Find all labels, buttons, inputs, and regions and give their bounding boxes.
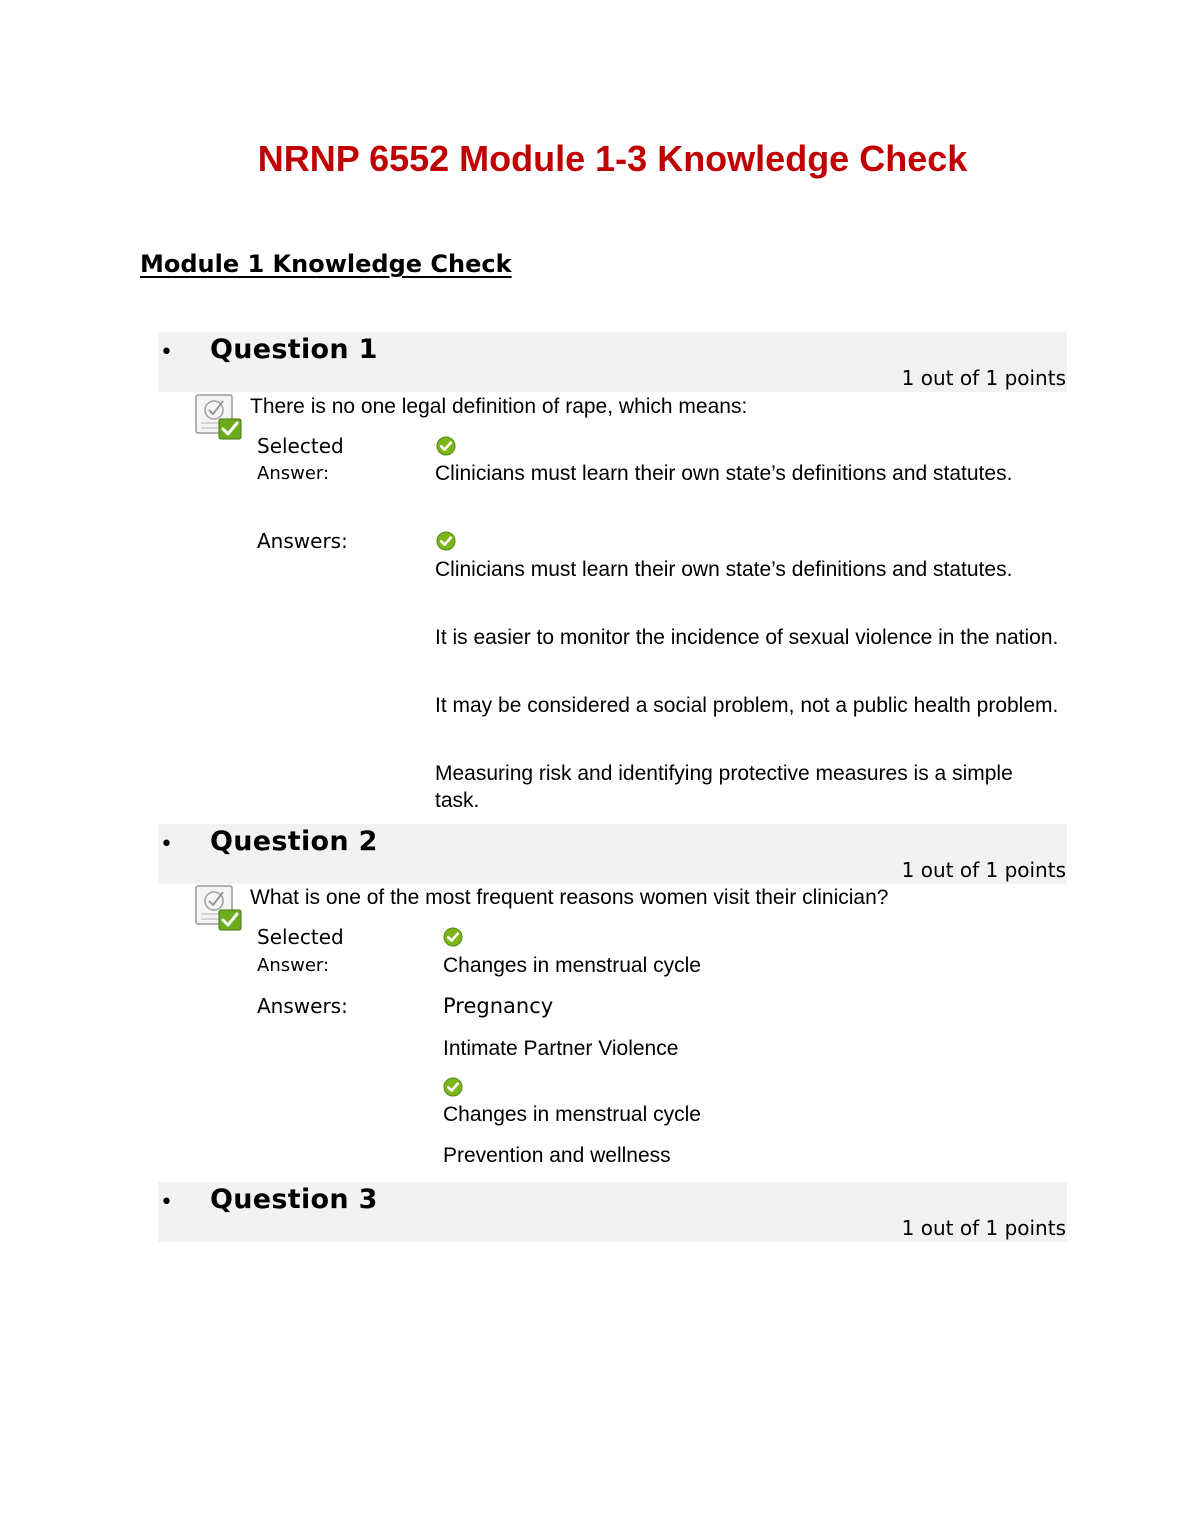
module-heading: Module 1 Knowledge Check bbox=[140, 250, 512, 278]
bullet: • bbox=[160, 1190, 173, 1215]
question-text: There is no one legal definition of rape, which means: bbox=[250, 395, 748, 418]
question-title: Question 2 bbox=[210, 826, 378, 857]
correct-check-icon bbox=[436, 436, 456, 456]
bullet: • bbox=[160, 340, 173, 365]
points-label: 1 out of 1 points bbox=[901, 1216, 1066, 1240]
points-label: 1 out of 1 points bbox=[901, 366, 1066, 390]
answer-option: Measuring risk and identifying protective measures is a simple task. bbox=[435, 762, 1013, 812]
document-title: NRNP 6552 Module 1-3 Knowledge Check bbox=[257, 138, 968, 179]
bullet: • bbox=[160, 832, 173, 857]
correct-check-icon bbox=[443, 927, 463, 947]
answer-option: Prevention and wellness bbox=[443, 1144, 671, 1167]
question-title: Question 3 bbox=[210, 1184, 378, 1215]
selected-answer-text: Changes in menstrual cycle bbox=[443, 954, 701, 977]
correct-check-icon bbox=[436, 531, 456, 551]
graded-correct-icon bbox=[193, 884, 243, 932]
answer-option: It is easier to monitor the incidence of sexual violence in the nation. bbox=[435, 626, 1059, 649]
selected-answer-text: Clinicians must learn their own state’s definitions and statutes. bbox=[435, 462, 1013, 485]
selected-answer-label: Selected bbox=[257, 434, 344, 458]
answers-label: Answers: bbox=[257, 994, 348, 1018]
selected-answer-label: Selected bbox=[257, 925, 344, 949]
answers-label: Answers: bbox=[257, 529, 348, 553]
answer-option: Changes in menstrual cycle bbox=[443, 1103, 701, 1126]
question-text: What is one of the most frequent reasons women visit their clinician? bbox=[250, 886, 889, 909]
answer-option: Pregnancy bbox=[443, 994, 554, 1018]
question-title: Question 1 bbox=[210, 334, 378, 365]
question-header bbox=[158, 332, 1067, 392]
points-label: 1 out of 1 points bbox=[901, 858, 1066, 882]
question-header bbox=[158, 1182, 1067, 1242]
answer-option: Intimate Partner Violence bbox=[443, 1037, 679, 1060]
selected-answer-label: Answer: bbox=[257, 463, 330, 484]
correct-check-icon bbox=[443, 1077, 463, 1097]
question-header bbox=[158, 824, 1067, 884]
selected-answer-label: Answer: bbox=[257, 955, 330, 976]
answer-option: It may be considered a social problem, not a public health problem. bbox=[435, 694, 1059, 717]
answer-option: Clinicians must learn their own state’s definitions and statutes. bbox=[435, 558, 1013, 581]
graded-correct-icon bbox=[193, 393, 243, 441]
